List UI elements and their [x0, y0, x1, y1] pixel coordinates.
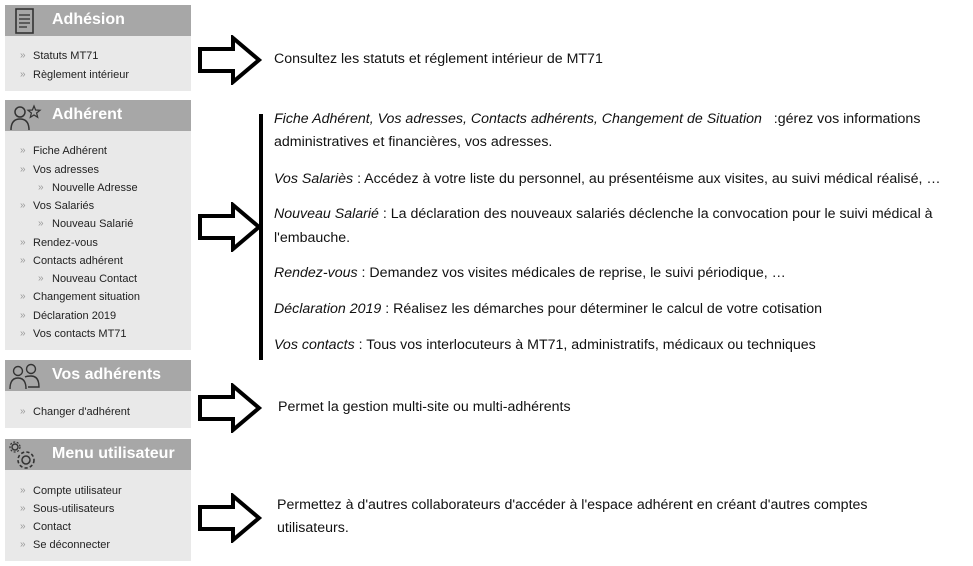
bullet: » — [20, 521, 26, 532]
users-icon — [8, 362, 42, 392]
desc-vos-adherents: Permet la gestion multi-site ou multi-adhérents — [278, 399, 571, 415]
bullet: » — [20, 328, 26, 339]
bullet: » — [20, 406, 26, 417]
panel-header-vos-adherents — [5, 360, 191, 391]
arrow-right-icon — [197, 35, 263, 85]
bullet: » — [38, 182, 44, 193]
panel-title-adhesion: Adhésion — [52, 11, 125, 28]
bracket-line — [259, 114, 263, 360]
bullet: » — [20, 69, 26, 80]
bullet: » — [20, 237, 26, 248]
panel-header-adherent — [5, 100, 191, 131]
bullet: » — [20, 145, 26, 156]
desc-adhesion: Consultez les statuts et réglement intérieur de MT71 — [274, 51, 603, 67]
arrow-right-icon — [197, 383, 263, 433]
desc-adherent-4: Nouveau Salarié : La déclaration des nouveaux salariés déclenche la convocation pour le suivi médical à — [274, 206, 933, 222]
desc-menu-utilisateur-2: utilisateurs. — [277, 520, 349, 536]
panel-title-adherent: Adhérent — [52, 106, 123, 123]
arrow-right-icon — [197, 202, 263, 252]
bullet: » — [38, 218, 44, 229]
bullet: » — [20, 291, 26, 302]
panel-header-menu-utilisateur — [5, 439, 191, 470]
desc-adherent-3: Vos Salariès : Accédez à votre liste du personnel, au présentéisme aux visites, au suivi médical réalisé, … — [274, 171, 941, 187]
panel-header-adhesion — [5, 5, 191, 36]
bullet: » — [20, 50, 26, 61]
bullet: » — [20, 310, 26, 321]
panel-title-menu-utilisateur: Menu utilisateur — [52, 445, 175, 462]
bullet: » — [20, 539, 26, 550]
bullet: » — [20, 200, 26, 211]
desc-menu-utilisateur-1: Permettez à d'autres collaborateurs d'accéder à l'espace adhérent en créant d'autres comptes — [277, 497, 868, 513]
desc-adherent-2: administratives et financières, vos adresses. — [274, 134, 553, 150]
desc-adherent-1: Fiche Adhérent, Vos adresses, Contacts adhérents, Changement de Situation :gérez vos informations — [274, 111, 921, 127]
panel-vos-adherents: Vos adhérents » Changer d'adhérent — [5, 360, 191, 428]
panel-adhesion: Adhésion » Statuts MT71 » Règlement intérieur — [5, 5, 191, 91]
bullet: » — [20, 164, 26, 175]
panel-menu-utilisateur: Menu utilisateur » Compte utilisateur » Sous-utilisateurs » Contact » Se déconnecter — [5, 439, 191, 561]
bullet: » — [38, 273, 44, 284]
desc-adherent-5: l'embauche. — [274, 230, 351, 246]
bullet: » — [20, 485, 26, 496]
user-star-icon — [8, 102, 42, 132]
panel-adherent: Adhérent » Fiche Adhérent » Vos adresses » Nouvelle Adresse » Vos Salariés » Nouveau Salarié » Rendez-vous » Contacts adhérent » Nouveau Contact » Changement situation » Déclaration 2019 » Vos contacts MT71 — [5, 100, 191, 350]
desc-adherent-8: Vos contacts : Tous vos interlocuteurs à MT71, administratifs, médicaux ou techniques — [274, 337, 816, 353]
document-icon — [8, 7, 42, 37]
desc-adherent-6: Rendez-vous : Demandez vos visites médicales de reprise, le suivi périodique, … — [274, 265, 786, 281]
bullet: » — [20, 503, 26, 514]
arrow-right-icon — [197, 493, 263, 543]
panel-title-vos-adherents: Vos adhérents — [52, 366, 162, 383]
bullet: » — [20, 255, 26, 266]
desc-adherent-7: Déclaration 2019 : Réalisez les démarches pour déterminer le calcul de votre cotisation — [274, 301, 823, 317]
gears-icon — [8, 441, 42, 471]
